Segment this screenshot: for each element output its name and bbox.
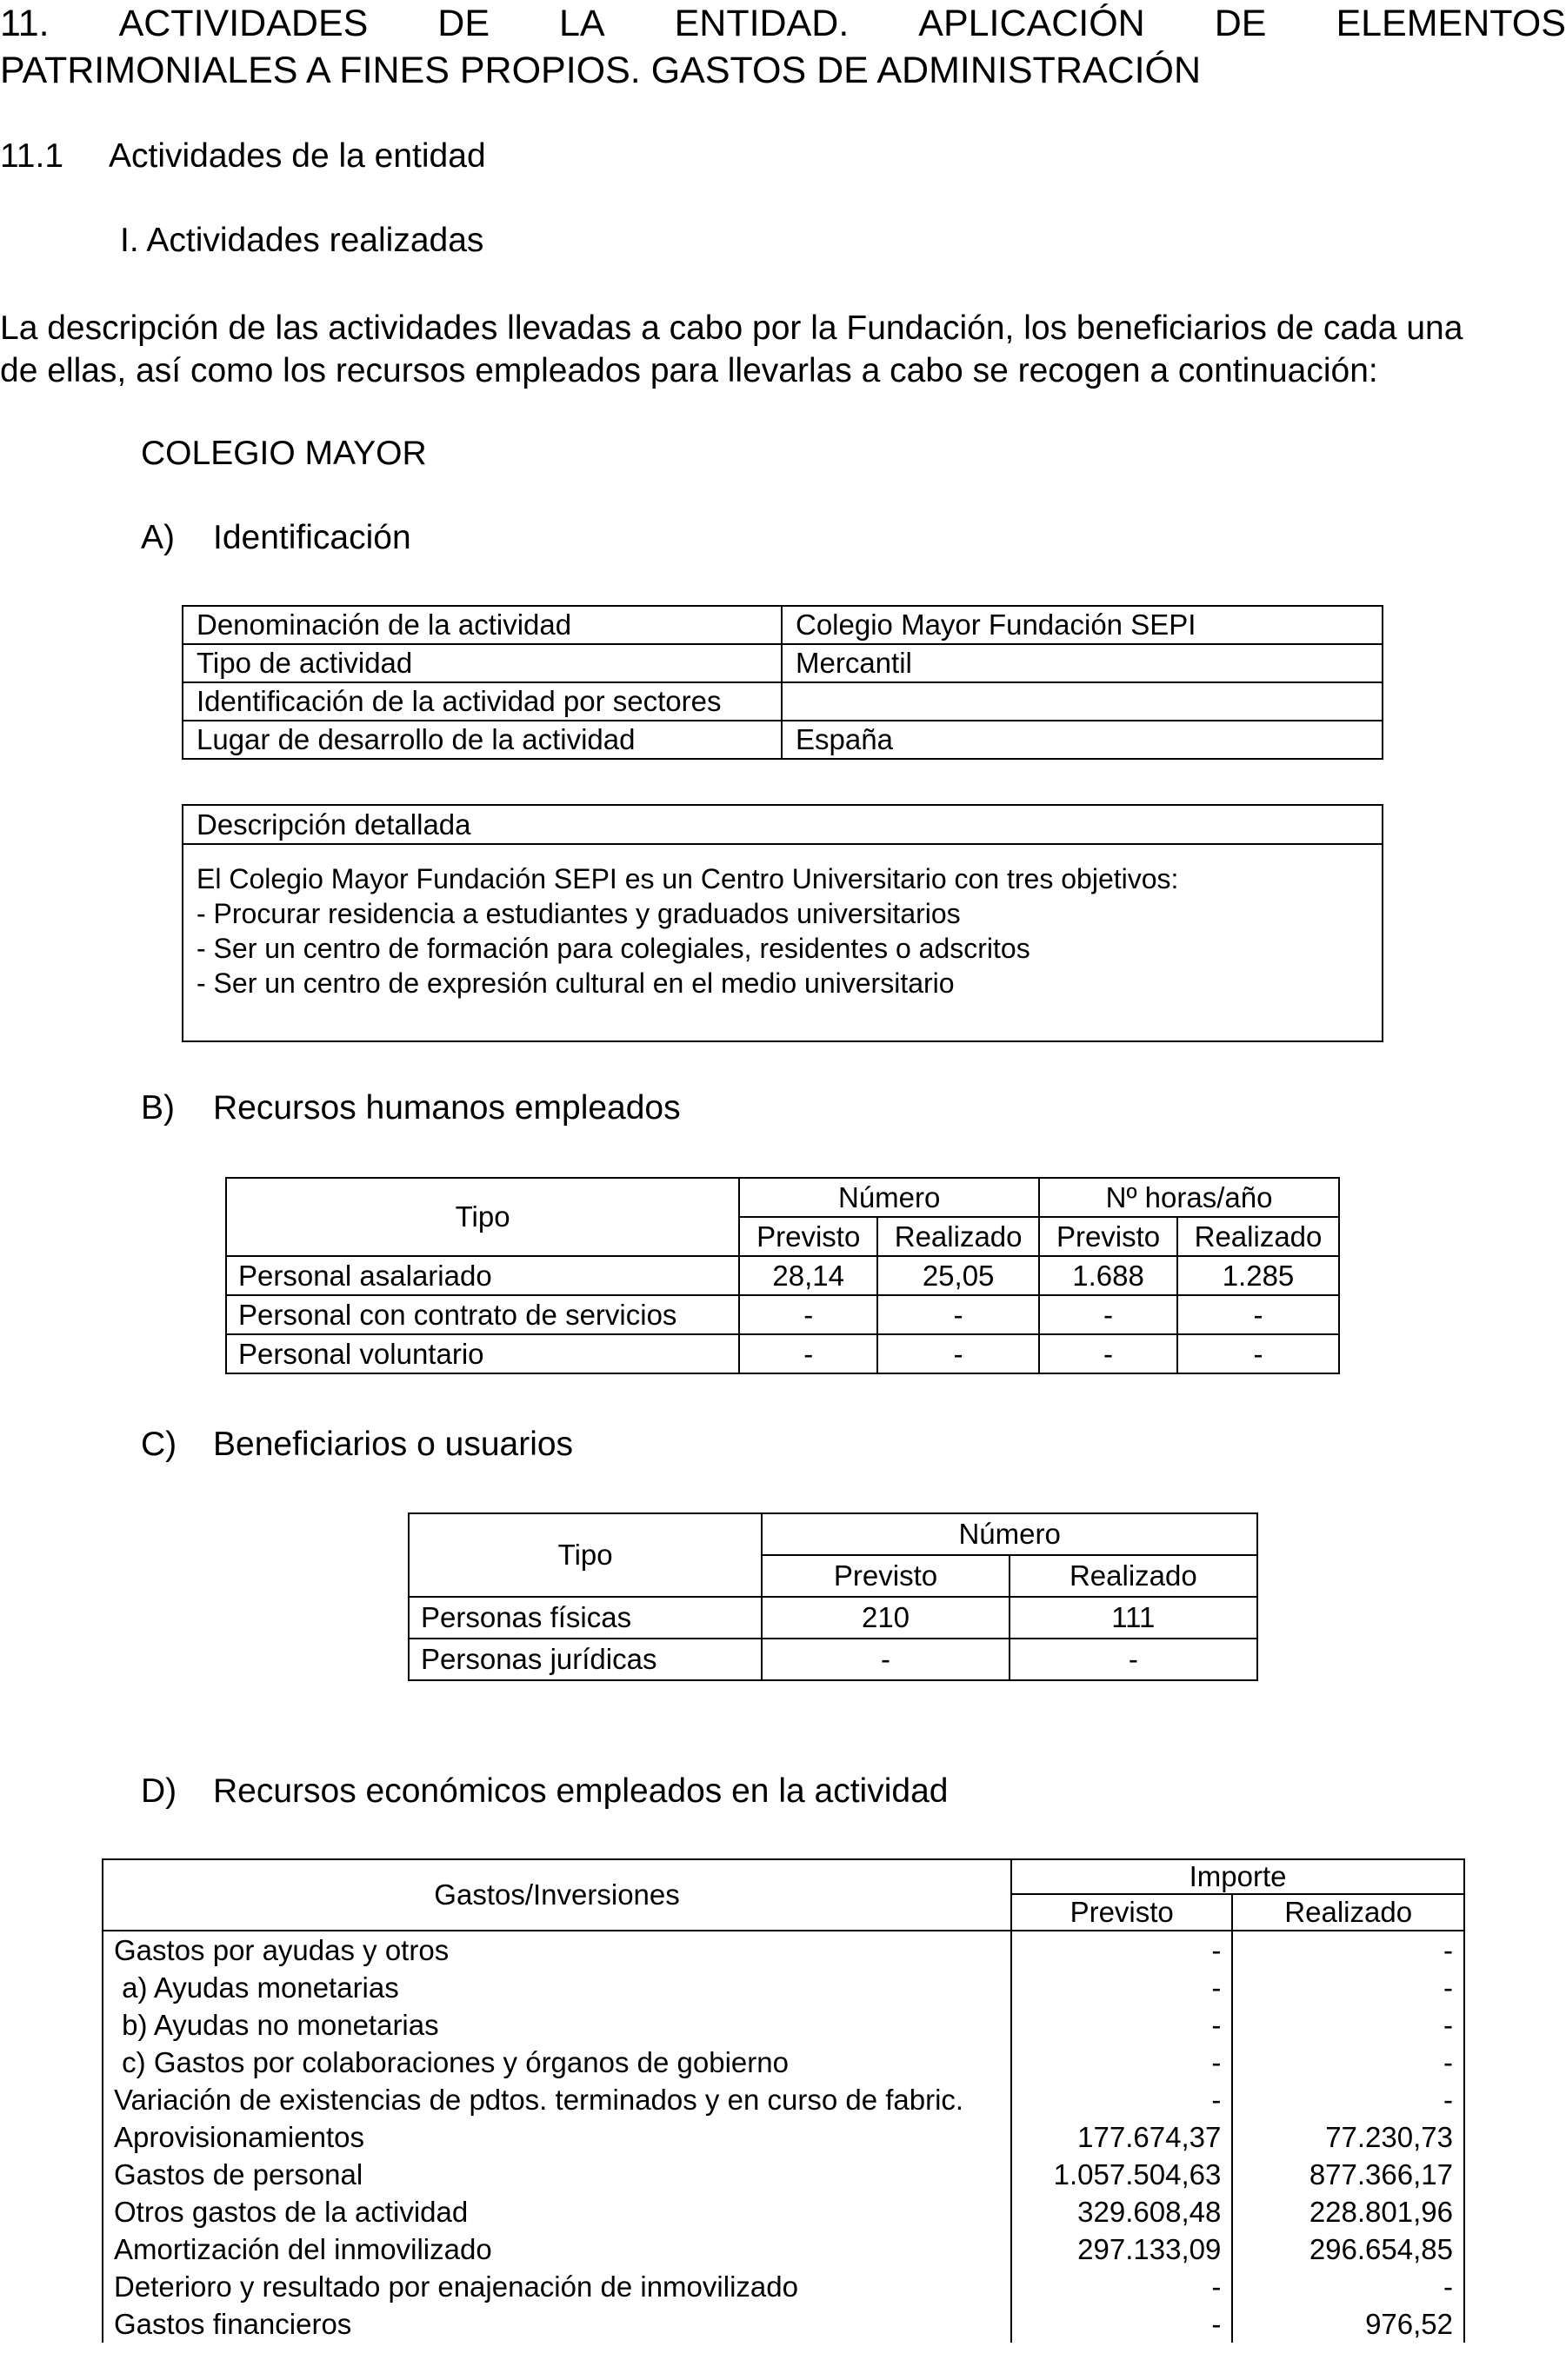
table-row xyxy=(183,721,1383,759)
row-label: Personal asalariado xyxy=(226,1256,739,1295)
row-label: Amortización del inmovilizado xyxy=(103,2230,1011,2268)
sub-header-previsto: Previsto xyxy=(739,1217,877,1256)
cell-value: 877.366,17 xyxy=(1232,2156,1464,2193)
cell-value: - xyxy=(1011,2081,1232,2118)
row-value: Mercantil xyxy=(782,644,1383,682)
cell-value: - xyxy=(1232,2268,1464,2305)
subheading-text: Actividades de la entidad xyxy=(109,137,486,175)
cell-value: - xyxy=(1232,1931,1464,1969)
row-label: Gastos financieros xyxy=(103,2305,1011,2343)
section-letter: A) xyxy=(141,519,175,556)
section-title: Recursos económicos empleados en la actividad xyxy=(213,1772,949,1810)
row-label: b) Ayudas no monetarias xyxy=(103,2006,1011,2044)
heading-word: DE xyxy=(1214,3,1267,44)
subheading xyxy=(0,137,486,176)
heading-line-1 xyxy=(0,0,1566,47)
sub-header-previsto: Previsto xyxy=(762,1555,1009,1597)
intro-line: La descripción de las actividades llevadas a cabo por la Fundación, los beneficiarios de cada una xyxy=(0,309,1463,347)
sub-header-realizado: Realizado xyxy=(1232,1894,1464,1931)
description-body xyxy=(183,845,1382,1001)
group-header-numero: Número xyxy=(762,1513,1257,1555)
row-label: Otros gastos de la actividad xyxy=(103,2193,1011,2230)
cell-value: - xyxy=(877,1334,1039,1373)
heading-word: ACTIVIDADES xyxy=(118,3,369,44)
cell-value: 296.654,85 xyxy=(1232,2230,1464,2268)
cell-value: - xyxy=(1039,1334,1177,1373)
heading-word: DE xyxy=(437,3,490,44)
cell-value: 177.674,37 xyxy=(1011,2118,1232,2156)
table-row xyxy=(103,2305,1464,2343)
row-label: Personal con contrato de servicios xyxy=(226,1295,739,1334)
sub-header-realizado: Realizado xyxy=(1010,1555,1257,1597)
row-label: Personas jurídicas xyxy=(409,1639,762,1680)
table-row xyxy=(409,1639,1257,1680)
table-row xyxy=(409,1597,1257,1639)
description-line: El Colegio Mayor Fundación SEPI es un Centro Universitario con tres objetivos: xyxy=(197,863,1179,894)
col-header-tipo: Tipo xyxy=(226,1178,739,1256)
section-letter: D) xyxy=(141,1772,177,1810)
description-line: - Ser un centro de expresión cultural en el medio universitario xyxy=(197,967,955,999)
economic-resources-table xyxy=(102,1858,1465,2343)
table-row xyxy=(183,606,1383,644)
sub-header-realizado: Realizado xyxy=(1177,1217,1339,1256)
cell-value: - xyxy=(1232,1969,1464,2006)
heading-word: ELEMENTOS xyxy=(1336,3,1566,44)
sub-header-realizado: Realizado xyxy=(877,1217,1039,1256)
cell-value: 297.133,09 xyxy=(1011,2230,1232,2268)
section-a-heading xyxy=(141,519,411,557)
cell-value: 77.230,73 xyxy=(1232,2118,1464,2156)
cell-value: - xyxy=(762,1639,1009,1680)
section-d-heading xyxy=(141,1772,948,1811)
cell-value: - xyxy=(877,1295,1039,1334)
table-header-row xyxy=(103,1859,1464,1894)
row-label: Gastos de personal xyxy=(103,2156,1011,2193)
cell-value: - xyxy=(1011,1969,1232,2006)
cell-value: 111 xyxy=(1010,1597,1257,1639)
table-row xyxy=(103,2118,1464,2156)
row-label: Aprovisionamientos xyxy=(103,2118,1011,2156)
row-label: Variación de existencias de pdtos. terminados y en curso de fabric. xyxy=(103,2081,1011,2118)
subheading-number: 11.1 xyxy=(0,137,64,175)
section-title: Beneficiarios o usuarios xyxy=(213,1426,574,1463)
group-header-importe: Importe xyxy=(1011,1859,1464,1894)
section-title: Identificación xyxy=(213,519,411,556)
cell-value: - xyxy=(739,1334,877,1373)
section-title: Recursos humanos empleados xyxy=(213,1089,681,1127)
human-resources-table xyxy=(225,1177,1340,1374)
table-row xyxy=(103,2230,1464,2268)
row-label: Identificación de la actividad por sectores xyxy=(183,682,782,721)
cell-value: - xyxy=(739,1295,877,1334)
table-row xyxy=(183,682,1383,721)
cell-value: 329.608,48 xyxy=(1011,2193,1232,2230)
cell-value: - xyxy=(1011,2006,1232,2044)
cell-value: 28,14 xyxy=(739,1256,877,1295)
cell-value: 228.801,96 xyxy=(1232,2193,1464,2230)
row-label: c) Gastos por colaboraciones y órganos de gobierno xyxy=(103,2044,1011,2081)
row-label: a) Ayudas monetarias xyxy=(103,1969,1011,2006)
description-header: Descripción detallada xyxy=(183,806,1382,845)
cell-value: - xyxy=(1177,1334,1339,1373)
row-value: Colegio Mayor Fundación SEPI xyxy=(782,606,1383,644)
col-header-tipo: Tipo xyxy=(409,1513,762,1597)
intro-paragraph xyxy=(0,307,1566,392)
table-row xyxy=(103,2193,1464,2230)
cell-value: - xyxy=(1011,2044,1232,2081)
row-label: Gastos por ayudas y otros xyxy=(103,1931,1011,1969)
cell-value: - xyxy=(1011,2268,1232,2305)
heading-word: ENTIDAD. xyxy=(674,3,850,44)
table-row xyxy=(226,1256,1339,1295)
cell-value: - xyxy=(1232,2044,1464,2081)
sub-header-previsto: Previsto xyxy=(1011,1894,1232,1931)
row-label: Lugar de desarrollo de la actividad xyxy=(183,721,782,759)
cell-value: - xyxy=(1177,1295,1339,1334)
cell-value: - xyxy=(1011,1931,1232,1969)
activity-title: COLEGIO MAYOR xyxy=(141,435,427,472)
description-box xyxy=(182,804,1383,1042)
table-row xyxy=(103,2044,1464,2081)
intro-line: de ellas, así como los recursos empleados para llevarlas a cabo se recogen a continuación: xyxy=(0,352,1378,389)
table-row xyxy=(103,2081,1464,2118)
description-line: - Ser un centro de formación para colegiales, residentes o adscritos xyxy=(197,933,1030,964)
group-header-numero: Número xyxy=(739,1178,1039,1217)
section-c-heading xyxy=(141,1426,573,1464)
cell-value: 1.057.504,63 xyxy=(1011,2156,1232,2193)
cell-value: 976,52 xyxy=(1232,2305,1464,2343)
cell-value: 1.688 xyxy=(1039,1256,1177,1295)
row-label: Tipo de actividad xyxy=(183,644,782,682)
table-row xyxy=(103,1931,1464,1969)
table-row xyxy=(103,2006,1464,2044)
row-label: Personas físicas xyxy=(409,1597,762,1639)
row-label: Deterioro y resultado por enajenación de inmovilizado xyxy=(103,2268,1011,2305)
section-b-heading xyxy=(141,1089,681,1127)
cell-value: - xyxy=(1232,2006,1464,2044)
section-letter: B) xyxy=(141,1089,175,1127)
cell-value: - xyxy=(1011,2305,1232,2343)
table-header-row xyxy=(409,1513,1257,1555)
sub-header-previsto: Previsto xyxy=(1039,1217,1177,1256)
cell-value: - xyxy=(1039,1295,1177,1334)
heading-word: LA xyxy=(559,3,605,44)
cell-value: 210 xyxy=(762,1597,1009,1639)
table-row xyxy=(226,1334,1339,1373)
section-heading xyxy=(0,0,1566,94)
col-header-gastos: Gastos/Inversiones xyxy=(103,1859,1011,1931)
identification-table xyxy=(182,605,1383,760)
row-value: España xyxy=(782,721,1383,759)
heading-line-2: PATRIMONIALES A FINES PROPIOS. GASTOS DE ADMINISTRACIÓN xyxy=(0,50,1202,91)
cell-value: 1.285 xyxy=(1177,1256,1339,1295)
description-line: - Procurar residencia a estudiantes y graduados universitarios xyxy=(197,898,961,929)
table-row xyxy=(183,644,1383,682)
cell-value: 25,05 xyxy=(877,1256,1039,1295)
table-header-row xyxy=(226,1178,1339,1217)
row-label: Denominación de la actividad xyxy=(183,606,782,644)
table-row xyxy=(103,2268,1464,2305)
group-header-horas: Nº horas/año xyxy=(1039,1178,1339,1217)
heading-word: 11. xyxy=(0,3,50,44)
subsubheading: I. Actividades realizadas xyxy=(120,222,484,259)
section-letter: C) xyxy=(141,1426,177,1463)
beneficiaries-table xyxy=(408,1512,1258,1681)
cell-value: - xyxy=(1010,1639,1257,1680)
row-label: Personal voluntario xyxy=(226,1334,739,1373)
table-row xyxy=(226,1295,1339,1334)
row-value xyxy=(782,682,1383,721)
heading-word: APLICACIÓN xyxy=(918,3,1145,44)
table-row xyxy=(103,1969,1464,2006)
cell-value: - xyxy=(1232,2081,1464,2118)
table-row xyxy=(103,2156,1464,2193)
